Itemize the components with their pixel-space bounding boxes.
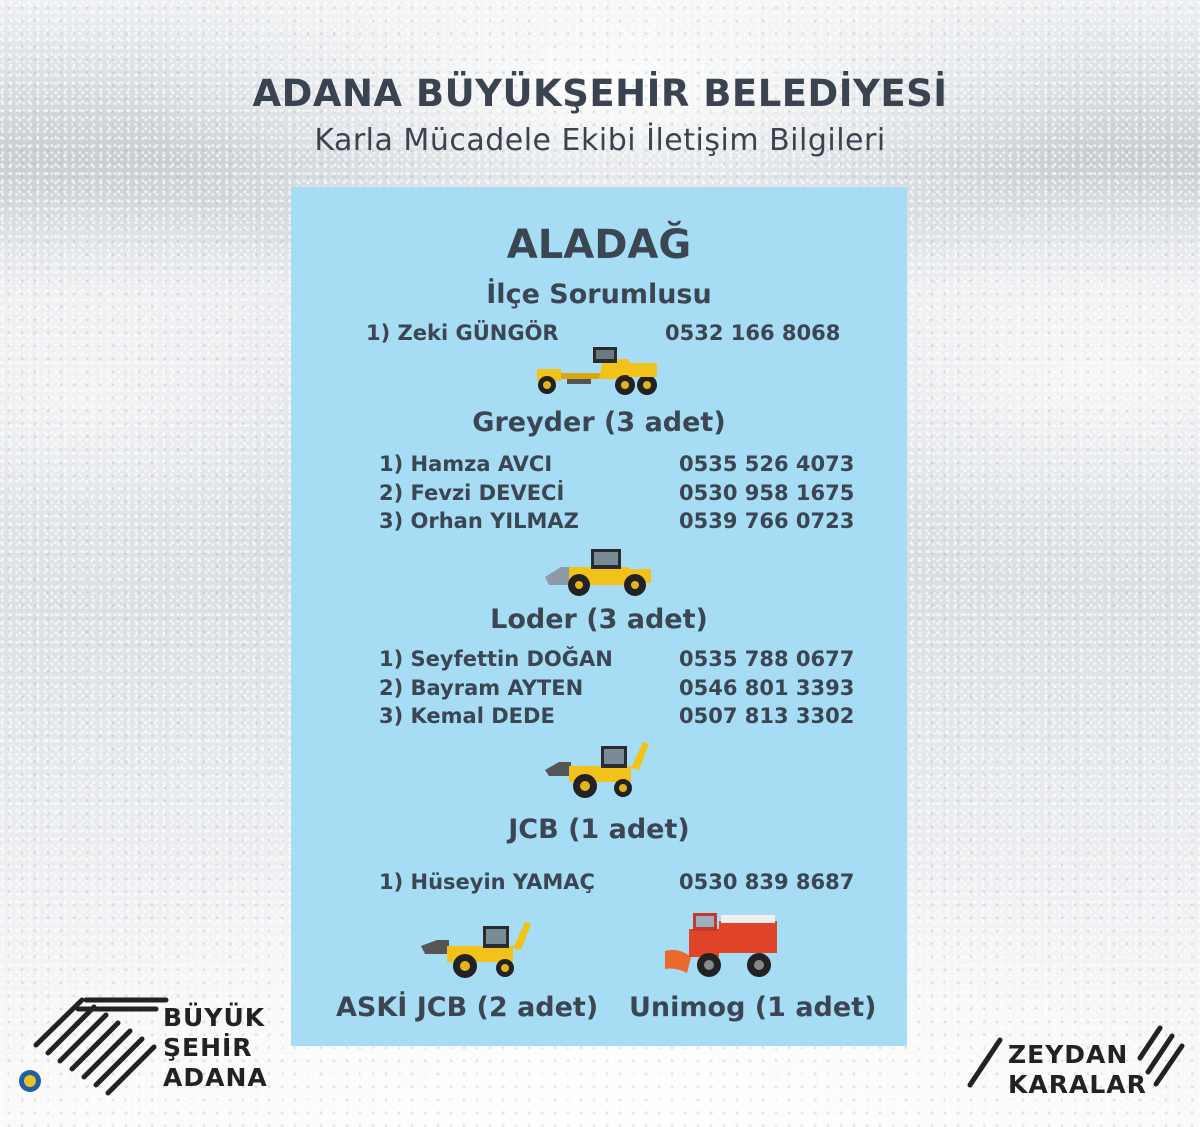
section-title-jcb: JCB (1 adet) <box>508 814 690 845</box>
contact-name: 3) Kemal DEDE <box>379 704 555 728</box>
section-title-loder: Loder (3 adet) <box>490 604 708 635</box>
backhoe-icon <box>419 920 543 982</box>
page-subtitle: Karla Mücadele Ekibi İletişim Bilgileri <box>314 123 886 158</box>
backhoe-icon <box>543 740 659 802</box>
logo-left-text <box>163 1003 268 1093</box>
header <box>0 72 1200 158</box>
logo-line: KARALAR <box>1008 1070 1147 1099</box>
aski-jcb-label: ASKİ JCB (2 adet) <box>336 992 599 1023</box>
contact-name: 1) Hüseyin YAMAÇ <box>379 870 595 894</box>
unimog-label: Unimog (1 adet) <box>629 992 877 1023</box>
contact-phone: 0507 813 3302 <box>679 704 855 728</box>
logo-line: BÜYÜK <box>163 1003 266 1032</box>
contact-panel <box>291 187 907 1046</box>
contact-phone: 0546 801 3393 <box>679 676 855 700</box>
contact-phone: 0530 958 1675 <box>679 481 855 505</box>
loader-icon <box>543 547 659 597</box>
logo-line: ZEYDAN <box>1008 1040 1129 1069</box>
logo-line: ŞEHİR <box>163 1033 253 1062</box>
contact-name: 3) Orhan YILMAZ <box>379 509 579 533</box>
contact-name: 2) Fevzi DEVECİ <box>379 481 565 505</box>
section-title-greyder: Greyder (3 adet) <box>472 407 726 438</box>
contact-phone: 0532 166 8068 <box>665 321 841 345</box>
contact-name: 1) Zeki GÜNGÖR <box>366 321 559 345</box>
snowplow-truck-icon <box>663 907 789 983</box>
contact-name: 1) Hamza AVCI <box>379 452 553 476</box>
page-title: ADANA BÜYÜKŞEHİR BELEDİYESİ <box>252 72 948 115</box>
section-title-ilce: İlçe Sorumlusu <box>486 279 712 310</box>
contact-phone: 0535 526 4073 <box>679 452 855 476</box>
logo-right-text <box>1008 1040 1147 1100</box>
district-name: ALADAĞ <box>506 222 692 268</box>
contact-phone: 0530 839 8687 <box>679 870 855 894</box>
logo-line: ADANA <box>163 1063 268 1092</box>
grader-icon <box>533 345 661 397</box>
contact-name: 2) Bayram AYTEN <box>379 676 584 700</box>
contact-phone: 0535 788 0677 <box>679 647 855 671</box>
contact-phone: 0539 766 0723 <box>679 509 855 533</box>
contact-name: 1) Seyfettin DOĞAN <box>379 647 613 671</box>
